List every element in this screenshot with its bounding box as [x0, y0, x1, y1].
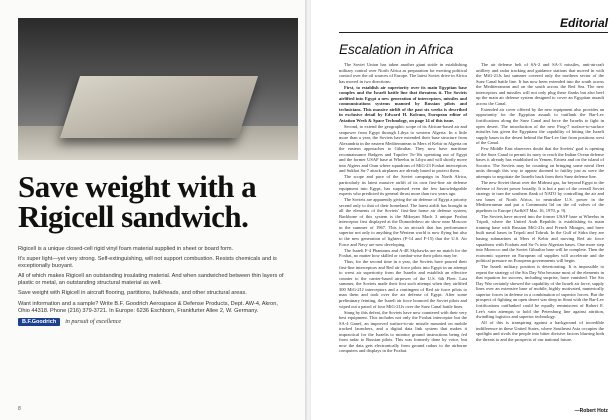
editorial-column-2 [476, 62, 604, 414]
author-signature: —Robert Hotz [574, 408, 608, 414]
editorial-paragraph: The Israeli F-4 Phantoms and A-4E Skyhawks are no match for the Foxbat, no matter how skilled or combat-wise their pilots may be. [339, 247, 467, 259]
ad-paragraph: Want information and a sample? Write B.F. Goodrich Aerospace & Defense Products, Dept. AW-4, Akron, Ohio 44318. Phone (216) 379-3721. In Europe: 6236 Eschborn, Frankfurter Allee 2, W. Germany. [18, 300, 278, 314]
foam-slab [60, 76, 258, 138]
editorial-paragraph: Few Middle East observers doubt that the Soviets' goal is opening of the Suez Canal to permit its navy to reach the Indian Ocean defense bases it already has established in Yemen, Eritrea and on the island of Socotra. The Soviets may be counting on bringing some naval fleet units through this way to appear doomed to futility just as were the attempts to negotiate the Israelis back from their Suez defense line. [476, 146, 604, 179]
section-rule [339, 32, 608, 33]
editorial-paragraph: Thus, for the second time in a year, the Soviets have poured their first-line interceptors and Red air force pilots into Egypt in an attempt to wrest air superiority from the Israelis and establish an effective counter to the carrier-based airpower of the U.S. 6th Fleet. Last summer, the Soviets made their first such attempt when they airlifted 300 MiG-21J interceptors and a contingent of Red air force pilots to man them and took over the air defense of Egypt. After some preliminary feinting, the Israeli air force bounced the Soviet pilots and wiped out a patrol of four MiG-21Js over the Suez Canal battle lines. [339, 259, 467, 309]
editorial-column-1 [339, 62, 467, 414]
ad-paragraph: Rigicell is a unique closed-cell rigid vinyl foam material supplied in sheet or board form. [18, 246, 234, 252]
editorial-paragraph: All of this is transpiring against a background of incredible indifference in these United States, where Southeast Asia occupies the spotlight and rivals the people into bitter divisive factors blurring both the threats to and the prospects of our national future. [476, 320, 604, 342]
ad-body-copy [18, 246, 288, 318]
brand-tagline: in pursuit of excellence [65, 319, 122, 325]
ad-headline: Save weight with a Rigicell sandwich. [18, 169, 257, 234]
goodrich-logo: B.F.Goodrich [18, 318, 60, 326]
editorial-paragraph: The Soviets have moved into the former USAF base at Wheelus in Tripoli, where the United Arab Republic is establishing its main training base with Russian MiG-21s and French Mirages, and have built naval bases in Tripoli and Tobruk. In the Gulf of Sidra they are basing submarines at Mers el Kebir and moving Red air force squadrons with Foxbats and Su-7s into Algerian bases. One more step into Morocco and the Soviet Gibraltar base will be complete. Then the economic squeeze on European oil supplies will accelerate and the political pressure on European governments will begin. [476, 213, 604, 264]
editorial-paragraph: The air defense belt of SA-2 and SA-3 missiles, anti-aircraft artillery and radar tracking and guidance stations that moved in with the MiG-21Js last summer covered only the northern sector of the Suez Canal battle line. It has now been extended into the south across the Mediterranean and on the south across the Red Sea. The new interceptors and missiles will not only plug these flanks but also beef up the main air defense system designed to cover an Egyptian assault across the Canal. [476, 62, 604, 106]
ad-paragraph: It's super light—yet very strong. Self-extinguishing, will not support combustion. Resists chemicals and is exceptionally buoyant. [18, 256, 277, 270]
advertisement-page [0, 0, 305, 420]
editorial-paragraph: The new Soviet thrust over the Mideast gas, far beyond Egypt to the defense of Soviet power broadly. It is but a part of the overall Soviet strategy to turn the southern flank of NATO by controlling the air and sea bases of North Africa, to neutralize U.S. power in the Mediterranean and put a Communist lid on the oil valves of the pipelines to Europe (Aw&ST Mar. 16, 1970, p. 9). [476, 179, 604, 213]
editorial-paragraph: The scope and pace of the Soviet campaign in North Africa, particularly its latest massive airlift of its own first-line air defense equipment into Egypt, has surprised even the few knowledgeable experts who predicted its general thrust more than two years ago. [339, 174, 467, 197]
page-number: 8 [18, 406, 21, 412]
editorial-paragraph: The Soviet Union has taken another giant stride in establishing military control over North Africa as preparation for exerting political control over the oil sources of Europe. The latest Soviet drive in Africa has moved in two directions: [339, 62, 467, 84]
product-photo [18, 18, 298, 160]
brand-signoff [18, 318, 121, 326]
editorial-paragraph: Second, to extend the geographic scope of its African-based air and seapower from Egypt through Libya to western Algeria. In a little more than a year, the Soviets have extended their base structure from Alexandria in the eastern Mediterranean to Mers el Kebir in Algeria on the eastern approaches to Gibraltar. They now have maritime reconnaissance Badgers and Tupolev Tu-16s operating out of Egypt and the former USAF base at Wheelus in Libya and will shortly move into Algiers and Oran where squadrons of MiG-23 Foxbat interceptors and Sukhoi Su-7 attack airplanes are already based to protect them. [339, 124, 467, 174]
editorial-paragraph: Extended air cover offered by the new equipment also provides an opportunity for the Egyptian assault to outflank the Bar-Lev fortifications along the Suez Canal and force the Israelis to fight in open desert. The introduction of the new Frog-7 surface-to-surface missiles has given the Egyptians the capability of hitting the Israeli supply bases in the desert behind the Bar-Lev line from positions west of the Canal. [476, 106, 604, 146]
editorial-paragraph: The Soviets are apparently giving the air defense of Egypt a priority second only to that of their homeland. The latest airlift has brought in all the elements of the Soviets' first-line home air defense system, Backbone of this system is the Mikoyan Mach 3 unique Foxbat interceptor first displayed at the Domodedovo air show near Moscow in the summer of 1967. This is an aircraft that has performance superior not only to anything the Western world is now flying but also to the new generation of fighters (F-14 and F-15) that the U.S. Air Force and Navy are now developing. [339, 197, 467, 247]
editorial-paragraph: First, to establish air superiority over its main Egyptian base complex and the Israeli battle line that threatens it. The Soviets airlifted into Egypt a new generation of interceptors, missiles and communications systems manned by Russian pilots and technicians. This massive airlift of the past six weeks is described in exclusive detail by Edward H. Kolcum, European editor of Aviation Week & Space Technology, on page 14 of this issue. [339, 84, 467, 123]
section-label: Editorial [559, 16, 608, 30]
editorial-page [311, 0, 616, 420]
editorial-title: Escalation in Africa [339, 42, 454, 57]
ad-paragraph: Save weight with Rigicell in aircraft flooring, partitions, bulkheads, and other structural areas. [18, 290, 247, 297]
editorial-paragraph: The Israeli military position is deteriorating. It is impossible to repeat the strategy of the Six Day War because most of the elements in that equation for success, including surprise, have vanished. The Six Day War certainly showed the capability of the Israeli air force, supply lines over an extensive base of mobile, highly motivated, numerically superior forces in defense in a combination of superior forces. But the prospect of fighting an open desert war deep in Sinai with the Bar-Lev fortifications outflanked could be equally reminiscent of Robert E. Lee's vain attempts to hold the Petersburg line against attrition, dwindling logistics and superior technology. [476, 264, 604, 320]
editorial-paragraph: Stung by this defeat, the Soviets have now countered with their very best equipment. This includes not only the Foxbat interceptor but the SA-4 Ganef, an improved surface-to-air missile mounted on mobile tracked launchers, and a digital data link system that makes it impractical for the Israelis to monitor ground instructions being fed from radar to Russian pilots. This was formerly done by voice, but now the data gets electronically from ground radars to the airborne computers and displays in the Foxbat. [339, 309, 467, 354]
ad-paragraph: All of which makes Rigicell an outstanding insulating material. And when sandwiched between thin layers of plastic or metal, an outstanding structural material as well. [18, 273, 284, 287]
